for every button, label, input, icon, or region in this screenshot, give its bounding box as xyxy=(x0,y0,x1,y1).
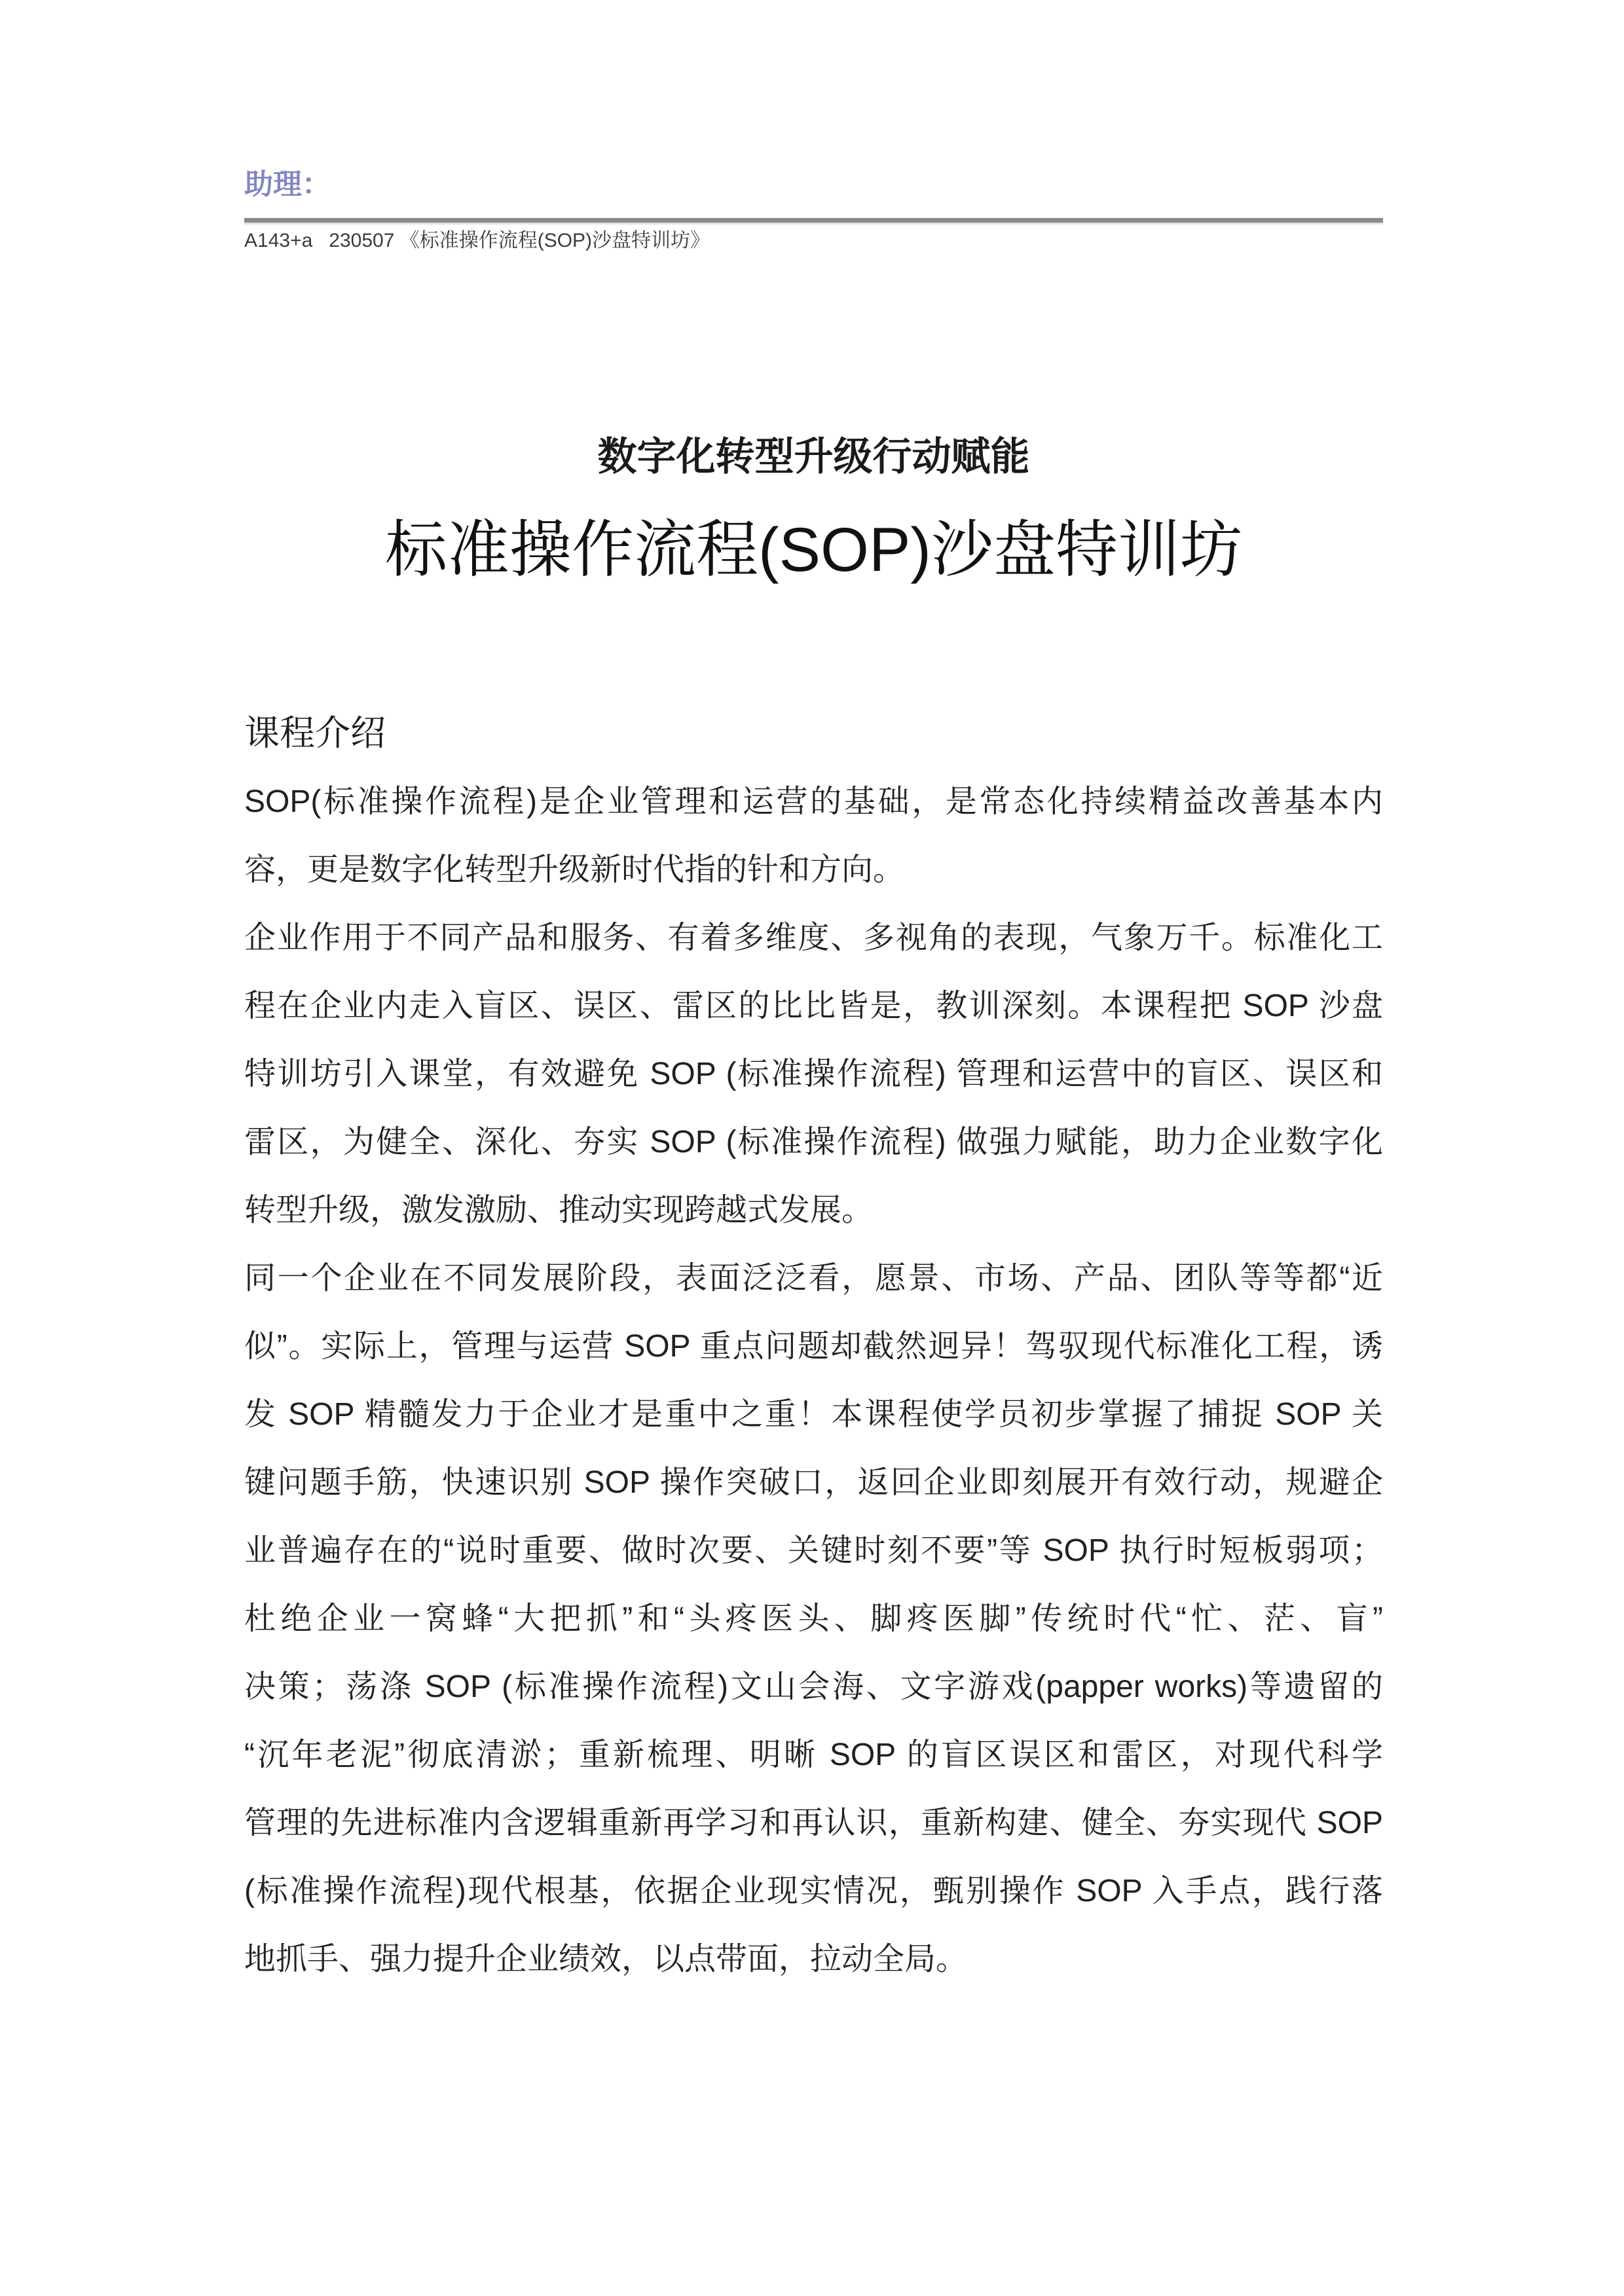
section-heading-course-intro: 课程介绍 xyxy=(244,714,386,753)
header-divider xyxy=(244,218,1383,225)
body-line: “沉年老泥”彻底清淤；重新梳理、明晰 SOP 的盲区误区和雷区，对现代科学 xyxy=(244,1738,1383,1772)
course-intro-body xyxy=(244,768,1383,1994)
course-subtitle: 数字化转型升级行动赋能 xyxy=(597,435,1030,479)
body-line: 键问题手筋，快速识别 SOP 操作突破口，返回企业即刻展开有效行动，规避企 xyxy=(244,1465,1383,1500)
body-line: 管理的先进标准内含逻辑重新再学习和再认识，重新构建、健全、夯实现代 SOP xyxy=(244,1806,1383,1840)
body-line: 转型升级，激发激励、推动实现跨越式发展。 xyxy=(244,1193,874,1228)
body-line: 容，更是数字化转型升级新时代指的针和方向。 xyxy=(244,852,905,887)
body-line: 企业作用于不同产品和服务、有着多维度、多视角的表现，气象万千。标准化工 xyxy=(244,920,1383,955)
body-line: 发 SOP 精髓发力于企业才是重中之重！本课程使学员初步掌握了捕捉 SOP 关 xyxy=(244,1397,1383,1432)
body-line: (标准操作流程)现代根基，依据企业现实情况，甄别操作 SOP 入手点，践行落 xyxy=(244,1874,1383,1908)
assistant-label: 助理： xyxy=(244,168,331,200)
body-line: 业普遍存在的“说时重要、做时次要、关键时刻不要”等 SOP 执行时短板弱项； xyxy=(244,1533,1383,1568)
body-line: 同一个企业在不同发展阶段，表面泛泛看，愿景、市场、产品、团队等等都“近 xyxy=(244,1261,1383,1296)
course-main-title: 标准操作流程(SOP)沙盘特训坊 xyxy=(385,515,1242,585)
body-line: 程在企业内走入盲区、误区、雷区的比比皆是，教训深刻。本课程把 SOP 沙盘 xyxy=(244,989,1383,1023)
document-code-line: A143+a 230507 《标准操作流程(SOP)沙盘特训坊》 xyxy=(244,230,710,251)
body-line: 雷区，为健全、深化、夯实 SOP (标准操作流程) 做强力赋能，助力企业数字化 xyxy=(244,1125,1383,1159)
body-line: 似”。实际上，管理与运营 SOP 重点问题却截然迥异！驾驭现代标准化工程，诱 xyxy=(244,1329,1383,1364)
body-line: 决策；荡涤 SOP (标准操作流程)文山会海、文字游戏(papper works)等遗留的 xyxy=(244,1669,1383,1704)
body-line: SOP(标准操作流程)是企业管理和运营的基础，是常态化持续精益改善基本内 xyxy=(244,784,1383,819)
body-line: 杜绝企业一窝蜂“大把抓”和“头疼医头、脚疼医脚”传统时代“忙、茫、盲” xyxy=(244,1601,1383,1636)
body-line: 地抓手、强力提升企业绩效，以点带面，拉动全局。 xyxy=(244,1942,968,1977)
body-line: 特训坊引入课堂，有效避免 SOP (标准操作流程) 管理和运营中的盲区、误区和 xyxy=(244,1057,1383,1091)
